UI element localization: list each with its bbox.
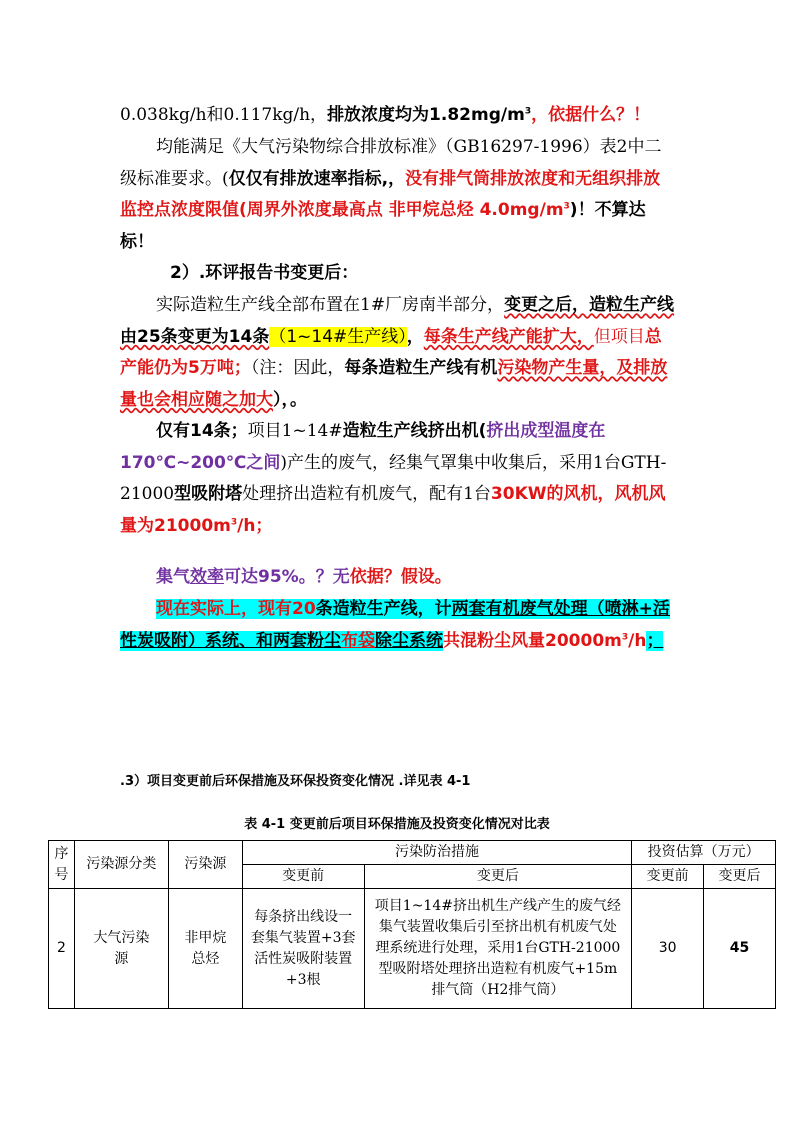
header-seq: 序号: [49, 841, 75, 889]
fan-spec: 30KW的风机，风机风量为$21000m^3/h$；: [120, 484, 666, 536]
cell-inv-before: 30: [632, 889, 704, 1009]
standard-compliance-text: 均能满足《大气污染物综合排放标准》（GB16297-1996）表2中二级标准要求。(: [120, 137, 662, 189]
paragraph-2: 均能满足《大气污染物综合排放标准》（GB16297-1996）表2中二级标准要求。(仅仅有排放速率指标,，没有排气筒排放浓度和无组织排放监控点浓度限值(周界外浓度最高点 非甲烷总烃 $4.0mg/m^3$)！不算达标！: [120, 137, 662, 252]
header-source: 污染源: [168, 841, 242, 889]
header-investment: 投资估算（万元）: [632, 841, 776, 865]
table-row: [49, 889, 776, 1009]
table-header-row-1: [49, 841, 776, 865]
no-basis-remark: 依据？假设。: [349, 567, 452, 587]
cell-category: 大气污染源: [74, 889, 168, 1009]
paragraph-3: 实际造粒生产线全部布置在1#厂房南半部分，变更之后，造粒生产线由25条变更为14条（1~14#生产线），每条生产线产能扩大，但项目总产能仍为5万吨；（注：因此，每条造粒生产线有机污染物产生量，及排放量也会相应随之加大），。: [120, 295, 675, 410]
cell-before: 每条挤出线设一套集气装置+3套活性炭吸附装置+3根: [242, 889, 364, 1009]
missing-limits-remark: 没有排气筒排放浓度和无组织排放监控点浓度限值(周界外浓度最高点 非甲烷总烃 $4.0mg/m^3$: [120, 168, 661, 220]
question-remark: ，依据什么？！: [531, 105, 651, 125]
rate-only-remark: 仅仅有排放速率指标,，: [228, 168, 406, 189]
cell-inv-after: 45: [704, 889, 776, 1009]
header-before: 变更前: [242, 865, 364, 889]
section-3-heading: .3）项目变更前后环保措施及环保投资变化情况 .详见表 4-1: [120, 774, 471, 789]
not-compliant-remark: 不算达标！: [120, 200, 646, 252]
pollutant-increase-remark: 污染物产生量，及排放量也会相应随之加大: [120, 358, 668, 410]
header-inv-after: 变更后: [704, 865, 776, 889]
highlight-lines-1-14: （1~14#生产线）: [269, 326, 407, 347]
paragraph-1: [120, 100, 676, 132]
table-caption: 表 4-1 变更前后项目环保措施及投资变化情况对比表: [244, 817, 550, 832]
mixed-dust-airflow: 共混粉尘风量$20000m^3/h$: [443, 630, 647, 651]
total-capacity-remark: 总产能仍为5万吨；: [120, 326, 662, 378]
header-measures: 污染防治措施: [242, 841, 631, 865]
extrusion-temperature: 挤出成型温度在170℃~200℃之间: [120, 421, 606, 473]
paragraph-6: 现在实际上，现有20条造粒生产线，计两套有机废气处理（喷淋+活性炭吸附）系统、和两套粉尘布袋除尘系统共混粉尘风量$20000m^3/h$；: [120, 599, 670, 651]
cell-seq: 2: [49, 889, 75, 1009]
line-count-change: 变更之后，造粒生产线由25条变更为14条: [120, 295, 675, 347]
paragraph-5: 集气效率可达95%。？无依据？假设。: [156, 567, 452, 587]
comparison-table: [48, 840, 776, 1009]
emission-rate-text: 0.038kg/h和0.117kg/h，: [120, 105, 328, 125]
heading-after-change: 2）.环评报告书变更后：: [170, 263, 359, 283]
header-after: 变更后: [364, 865, 632, 889]
emission-concentration-text: 排放浓度均为$1.82mg/m^3$: [327, 105, 532, 125]
cell-source: 非甲烷总烃: [168, 889, 242, 1009]
header-category: 污染源分类: [74, 841, 168, 889]
capacity-expanded-remark: 每条生产线产能扩大，: [423, 326, 594, 347]
header-inv-before: 变更前: [632, 865, 704, 889]
cell-after: 项目1~14#挤出机生产线产生的废气经集气装置收集后引至挤出机有机废气处理系统进行处理，采用1台GTH-21000型吸附塔处理挤出造粒有机废气+15m排气筒（H2排气筒）: [364, 889, 632, 1009]
paragraph-4: 仅有14条；项目1~14#造粒生产线挤出机(挤出成型温度在170℃~200℃之间)产生的废气，经集气罩集中收集后，采用1台GTH-21000型吸附塔处理挤出造粒有机废气，配有1台30KW的风机，风机风量为$21000m^3/h$；: [120, 421, 667, 536]
